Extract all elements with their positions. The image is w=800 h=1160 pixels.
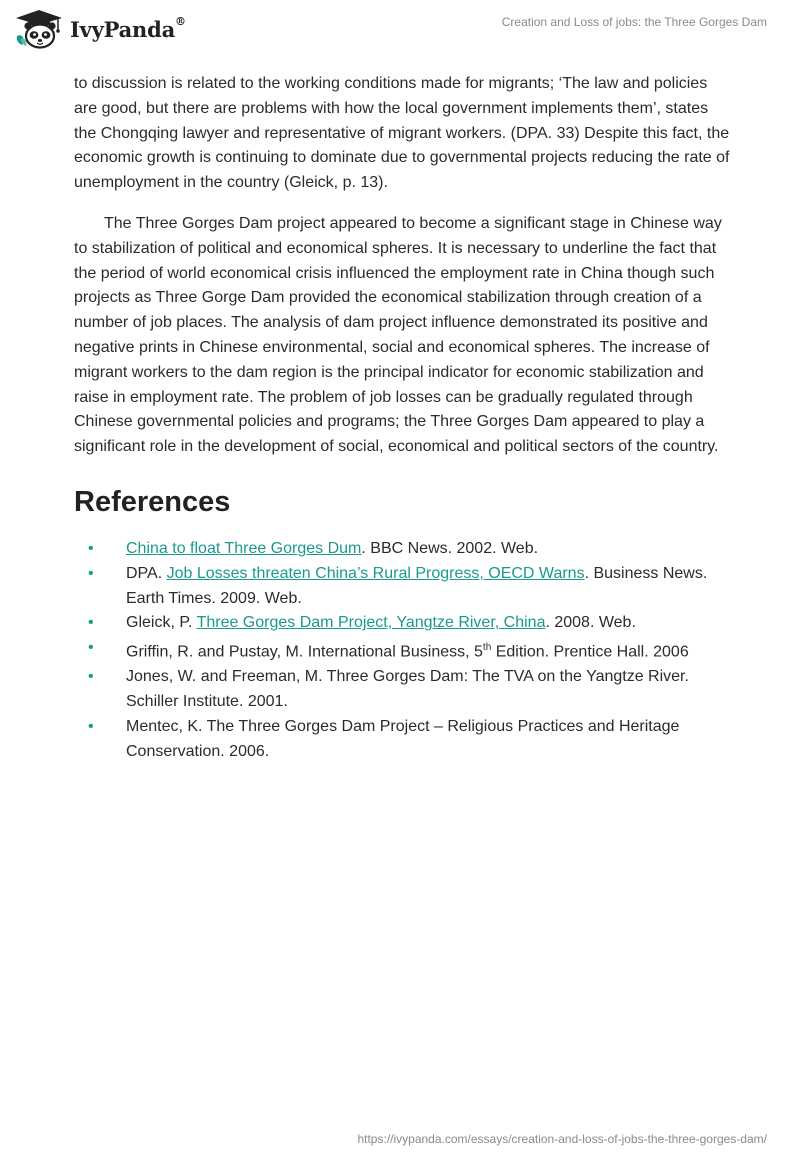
reference-link-gleick[interactable]: Three Gorges Dam Project, Yangtze River, China [196, 614, 546, 632]
reference-text: Mentec, K. The Three Gorges Dam Project – Religious Practices and Heritage Conservation. 2006. [126, 717, 680, 760]
reference-item-jones [74, 665, 734, 715]
essay-content [74, 72, 734, 764]
reference-text: . 2008. Web. [545, 614, 636, 632]
reference-item-griffin [74, 636, 734, 665]
reference-link-dpa[interactable]: Job Losses threaten China’s Rural Progress, OECD Warns [166, 564, 585, 582]
bullet-icon: • [88, 639, 94, 657]
reference-text: DPA. [126, 564, 167, 582]
page-url: https://ivypanda.com/essays/creation-and-loss-of-jobs-the-three-gorges-dam/ [357, 1132, 767, 1146]
reference-text: . BBC News. 2002. Web. [361, 539, 539, 557]
reference-link-bbc[interactable]: China to float Three Gorges Dum [126, 539, 362, 557]
bullet-icon: • [88, 668, 94, 686]
reference-text: Gleick, P. [126, 614, 197, 632]
body-paragraph-1: to discussion is related to the working conditions made for migrants; ‘The law and policies are good, but there are problems with how the local government implements them’, states the Chongqing lawyer and representative of migrant workers. (DPA. 33) Despite this fact, the economic growth is continuing to dominate due to governmental projects reducing the rate of unemployment in the country (Gleick, p. 13). [74, 75, 730, 192]
reference-text: Edition. Prentice Hall. 2006 [491, 643, 689, 661]
reference-item-bbc [74, 537, 734, 562]
ordinal-suffix: th [482, 642, 492, 654]
bullet-icon: • [88, 564, 94, 582]
document-title: Creation and Loss of jobs: the Three Gorges Dam [501, 15, 767, 29]
bullet-icon: • [88, 614, 94, 632]
bullet-icon: • [88, 717, 94, 735]
brand-name: IvyPanda® [70, 14, 186, 42]
reference-text: Jones, W. and Freeman, M. Three Gorges Dam: The TVA on the Yangtze River. Schiller Institute. 2001. [126, 668, 689, 711]
references-heading: References [74, 485, 231, 518]
ivypanda-logo[interactable] [14, 9, 186, 49]
registered-mark: ® [175, 14, 186, 28]
reference-text: . Business News. Earth Times. 2009. Web. [126, 564, 708, 607]
reference-item-mentec [74, 715, 734, 765]
bullet-icon: • [88, 539, 94, 557]
reference-text: Griffin, R. and Pustay, M. International Business, 5 [126, 643, 483, 661]
references-list [74, 537, 734, 765]
page-header [0, 0, 800, 70]
reference-item-gleick [74, 611, 734, 636]
panda-graduate-icon [14, 9, 64, 49]
reference-item-dpa [74, 562, 734, 612]
body-paragraph-2: The Three Gorges Dam project appeared to become a significant stage in Chinese way to stabilization of political and economical spheres. It is necessary to underline the fact that the period of world economical crisis influenced the employment rate in China though such projects as Three Gorge Dam provided the economical stabilization through creation of a number of job places. The analysis of dam project influence demonstrated its positive and negative prints in Chinese environmental, social and economical spheres. The increase of migrant workers to the dam region is the principal indicator for economic stabilization and raise in employment rate. The problem of job losses can be gradually regulated through Chinese governmental policies and programs; the Three Gorges Dam appeared to play a significant role in the development of social, economical and political sectors of the country. [74, 214, 722, 456]
